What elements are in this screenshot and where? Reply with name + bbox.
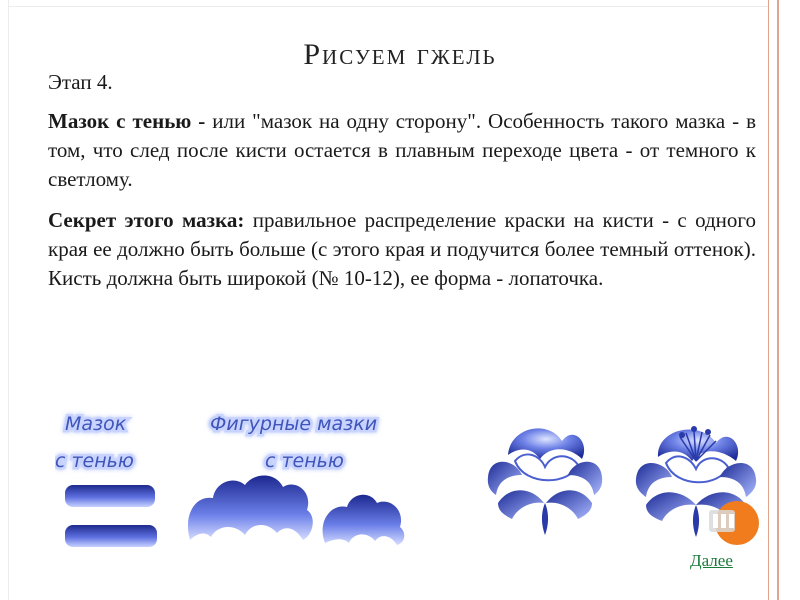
slide-body [48, 68, 756, 305]
paragraph-secret [48, 206, 756, 293]
label-stroke-shadow-line2: с тенью [55, 450, 134, 472]
label-figured-strokes-line1: Фигурные мазки [210, 413, 378, 435]
straight-stroke-upper [65, 485, 155, 507]
term-shadow-stroke: Мазок с тенью - [48, 109, 206, 133]
paragraph-shadow-stroke [48, 107, 756, 194]
straight-stroke-lower [65, 525, 157, 547]
description-shadow-stroke: или "мазок на одну сторону". Особенность такого мазка - в том, что след после кисти остается в плавным переходе цвета - от темного к светлому. [48, 109, 756, 191]
right-decor-line-thick [777, 0, 779, 600]
top-frame-line [8, 6, 768, 7]
term-secret: Секрет этого мазка: [48, 208, 245, 232]
gzhel-flower-simple [488, 428, 602, 535]
slide-title: Рисуем гжель [303, 38, 497, 71]
figured-stroke-cloud-large [188, 476, 313, 541]
label-stroke-shadow-line1: Мазок [65, 413, 127, 435]
stroke-samples-illustration [55, 395, 505, 565]
label-figured-strokes-line2: с тенью [265, 450, 344, 472]
description-secret: правильное распределение краски на кисти - с одного края ее должно быть больше (с этого края и подучится более темный оттенок). Кисть должна быть широкой (№ 10-12), ее форма - лопаточка. [48, 208, 756, 290]
nav-badge-icon [703, 500, 761, 546]
stage-label: Этап 4. [48, 70, 113, 94]
next-link[interactable]: Далее [690, 551, 733, 570]
figured-stroke-cloud-small [323, 495, 405, 545]
left-frame-line [8, 0, 9, 600]
